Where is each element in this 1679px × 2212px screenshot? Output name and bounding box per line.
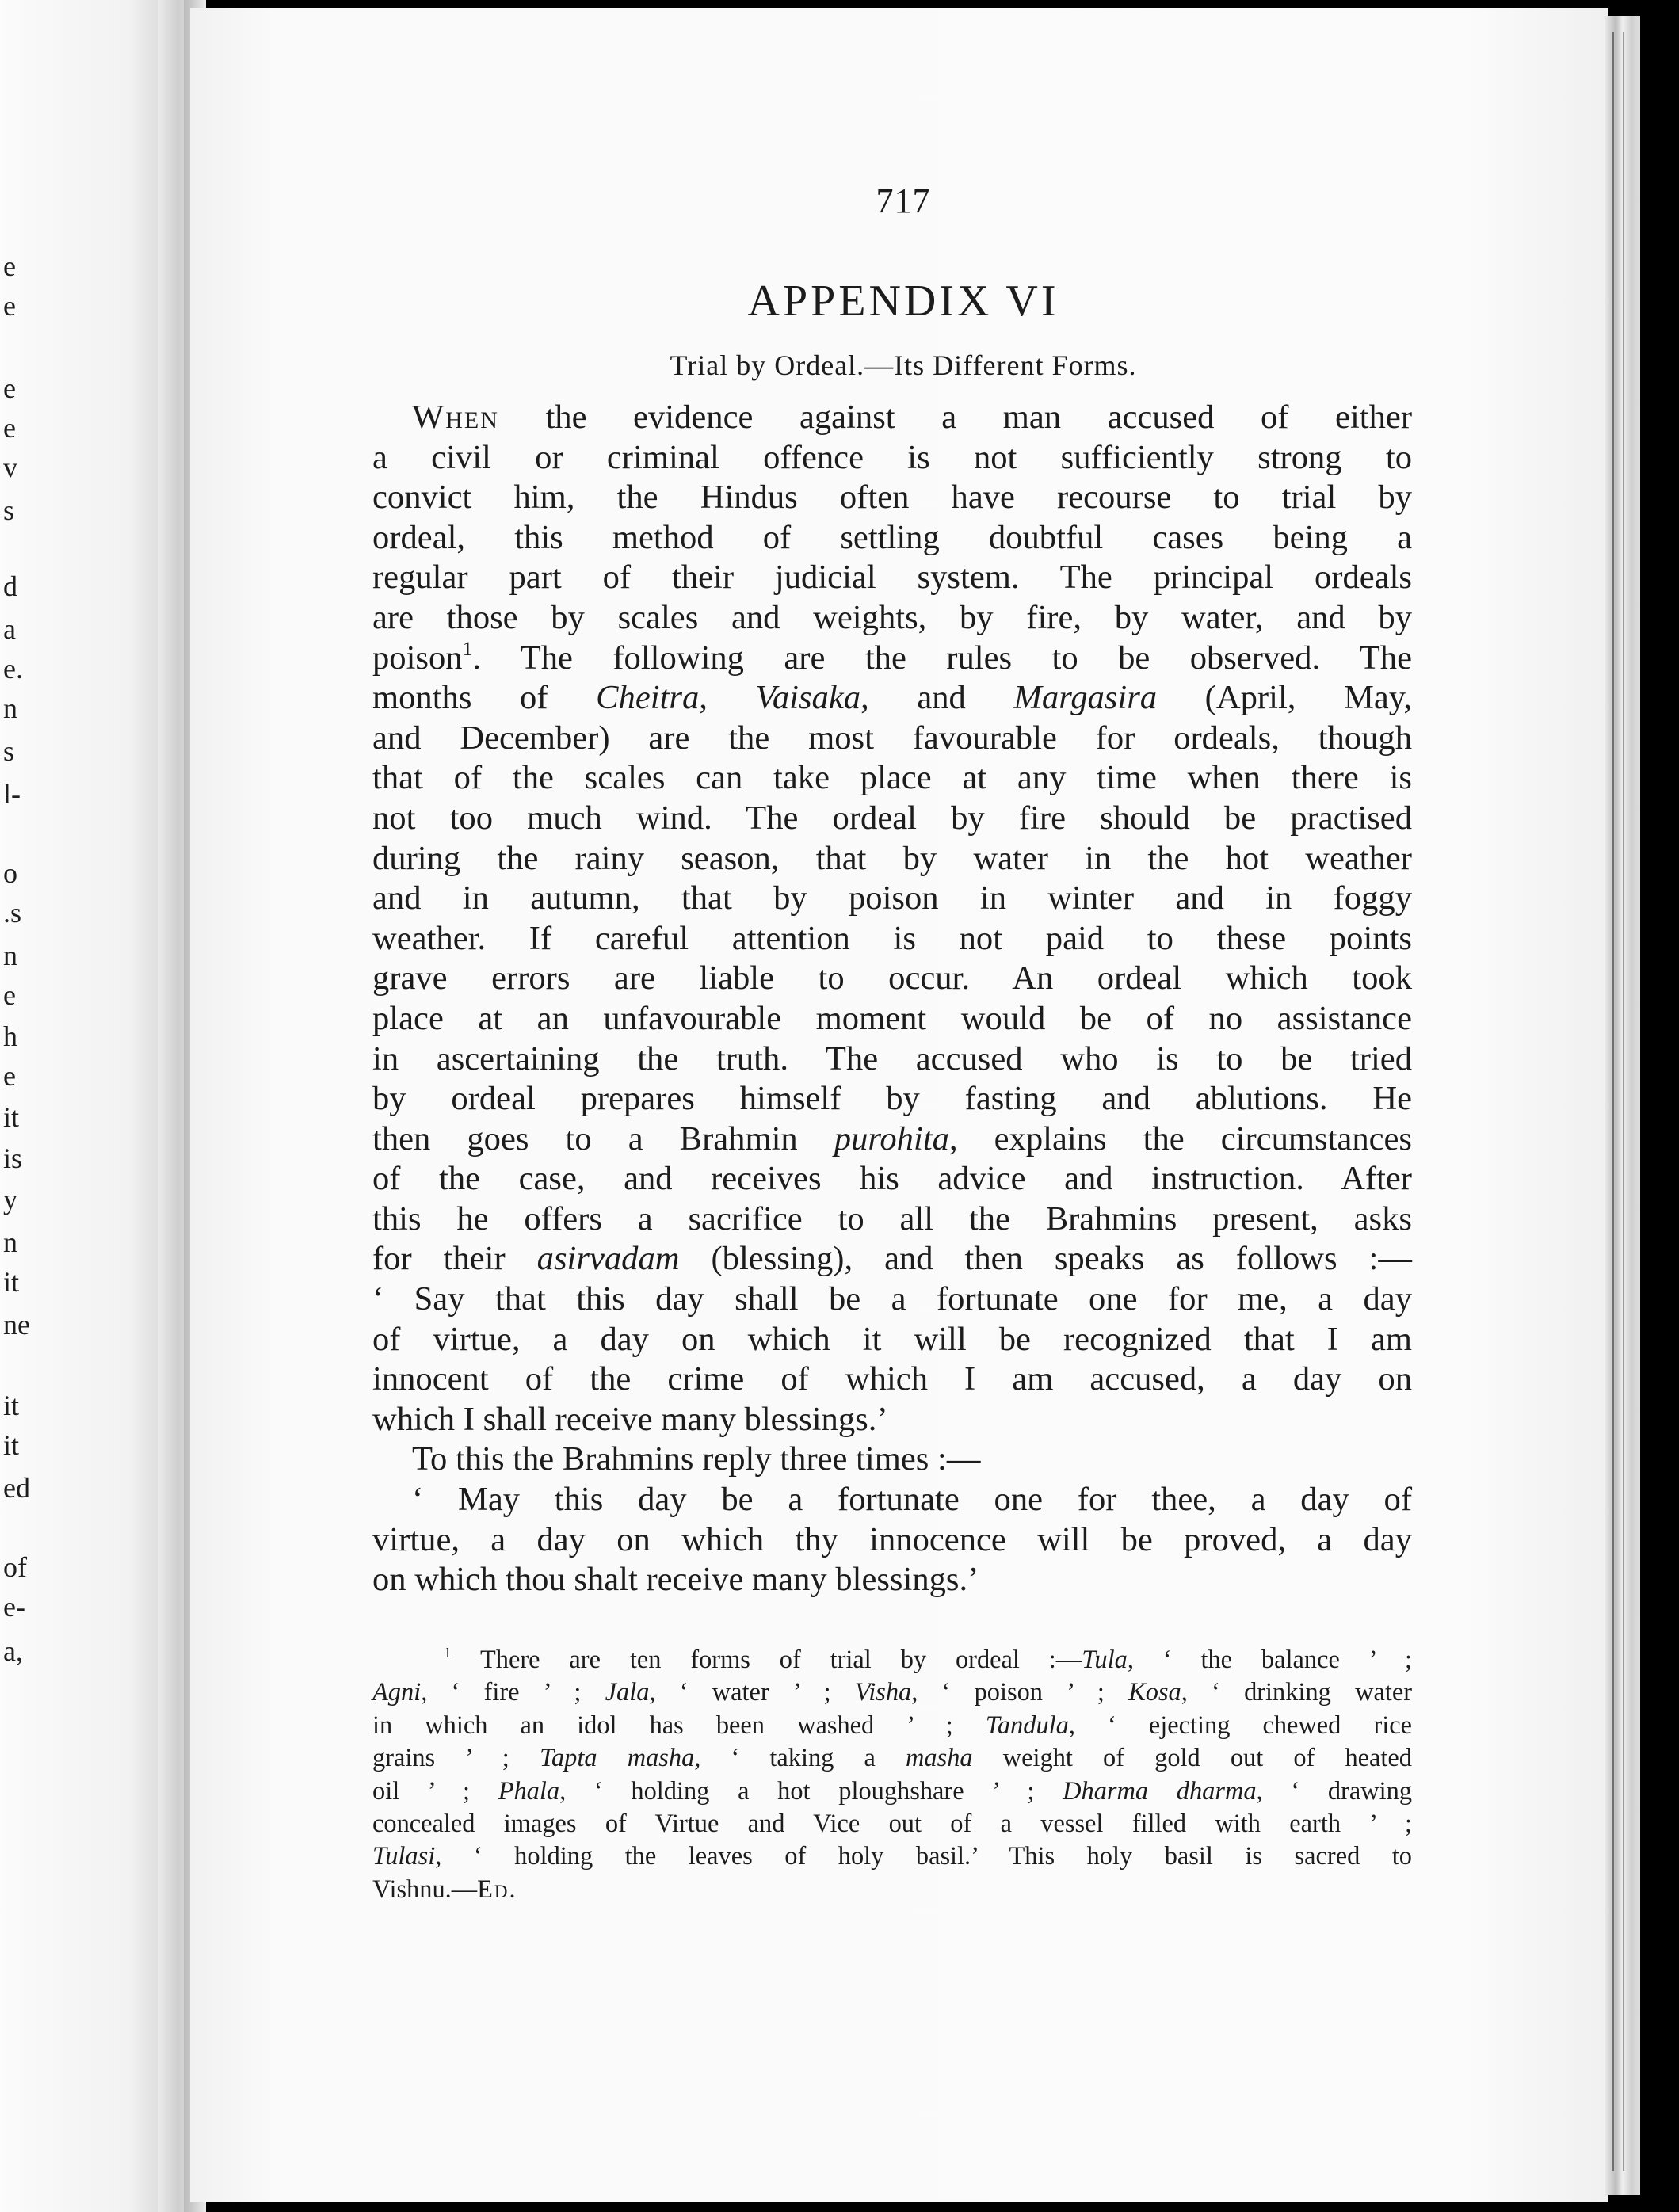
- text-run: grave errors are liable to occur. An ordeal which took: [372, 959, 1412, 997]
- body-line: [372, 1159, 1412, 1199]
- text-run: weather. If careful attention is not paid to these points: [372, 919, 1412, 957]
- left-page-fragment: a: [3, 613, 16, 645]
- text-run: Vishnu.—: [372, 1874, 478, 1904]
- footnote: [372, 1644, 1412, 1906]
- text-run: convict him, the Hindus often have recourse to trial by: [372, 479, 1412, 517]
- body-line: [372, 1119, 1412, 1160]
- left-page-fragment: e: [3, 1060, 16, 1092]
- italic-term: Margasira: [1013, 679, 1158, 717]
- text-run: , ‘ drinking water: [1181, 1678, 1413, 1707]
- left-page-fragment: s: [3, 735, 15, 767]
- text-run: the evidence against a man accused of either: [498, 399, 1412, 436]
- left-page: [0, 0, 184, 2212]
- text-run: ordeal, this method of settling doubtful cases being a: [372, 518, 1412, 556]
- text-run: , ‘ poison ’ ;: [911, 1678, 1129, 1707]
- body-line: [372, 558, 1412, 598]
- left-page-fragment: o: [3, 857, 17, 889]
- italic-term: masha: [906, 1744, 973, 1773]
- body-text: [372, 398, 1412, 1600]
- italic-term: Tapta masha: [539, 1744, 695, 1773]
- italic-term: Cheitra: [596, 679, 700, 717]
- body-line: [372, 839, 1412, 879]
- italic-term: Tula: [1082, 1646, 1128, 1674]
- body-line: [372, 758, 1412, 799]
- left-page-fragment: it: [3, 1101, 20, 1133]
- body-line: [372, 1400, 1412, 1440]
- italic-term: Dharma dharma: [1063, 1776, 1257, 1806]
- text-run: in ascertaining the truth. The accused who is to be tried: [372, 1039, 1412, 1077]
- footnote-marker: 1: [462, 637, 473, 661]
- text-run: months of: [372, 679, 597, 717]
- left-page-fragment: y: [3, 1184, 17, 1215]
- body-line: [372, 1079, 1412, 1119]
- text-run: To this the Brahmins reply three times :—: [412, 1440, 981, 1478]
- left-page-fragment: e-: [3, 1591, 25, 1623]
- left-page-fragment: n: [3, 1226, 17, 1258]
- body-line: [372, 1560, 1412, 1600]
- text-run: a civil or criminal offence is not sufficiently strong to: [372, 438, 1412, 476]
- italic-term: Agni: [372, 1678, 422, 1707]
- footnote-line: [372, 1742, 1412, 1775]
- italic-term: Visha: [854, 1678, 912, 1707]
- body-line: [372, 398, 1412, 438]
- appendix-subtitle: Trial by Ordeal.—Its Different Forms.: [670, 349, 1137, 381]
- left-page-fragment: h: [3, 1020, 17, 1052]
- footnote-line: [372, 1676, 1412, 1709]
- text-run: , ‘ taking a: [694, 1744, 906, 1773]
- text-run: in which an idol has been washed ’ ;: [372, 1710, 986, 1740]
- text-run: by ordeal prepares himself by fasting and ablutions. He: [372, 1080, 1412, 1118]
- italic-term: Vaisaka: [755, 679, 861, 717]
- text-run: , ‘ drawing: [1256, 1776, 1412, 1806]
- body-line: [372, 1480, 1412, 1520]
- text-run: and December) are the most favourable for ordeals, though: [372, 719, 1412, 757]
- text-run: on which thou shalt receive many blessings.’: [372, 1561, 979, 1599]
- text-run: . The following are the rules to be observed. The: [472, 639, 1412, 677]
- text-run: of the case, and receives his advice and instruction. After: [372, 1160, 1412, 1198]
- text-run: (blessing), and then speaks as follows :—: [679, 1240, 1412, 1278]
- body-line: [372, 639, 1412, 679]
- footnote-line: [372, 1710, 1412, 1742]
- text-run: are those by scales and weights, by fire, by water, and by: [372, 598, 1412, 636]
- text-run: .: [509, 1874, 516, 1904]
- body-line: [372, 518, 1412, 559]
- left-page-fragment: is: [3, 1142, 23, 1174]
- left-page-fragment: e: [3, 412, 16, 444]
- left-page-fragment: of: [3, 1551, 27, 1583]
- footnote-line: [372, 1775, 1412, 1808]
- text-run: oil ’ ;: [372, 1776, 498, 1806]
- text-run: innocent of the crime of which I am accused, a day on: [372, 1360, 1412, 1398]
- left-page-fragment: .s: [3, 897, 22, 929]
- left-page-fragment: ne: [3, 1309, 30, 1341]
- text-run: and in autumn, that by poison in winter and in foggy: [372, 879, 1412, 917]
- left-page-fragment: n: [3, 940, 17, 971]
- text-run: , ‘ water ’ ;: [649, 1678, 855, 1707]
- body-line: [372, 959, 1412, 999]
- left-page-fragment: ed: [3, 1472, 30, 1504]
- left-page-fragment: v: [3, 452, 17, 483]
- body-line: [372, 1320, 1412, 1360]
- italic-term: Phala: [498, 1776, 560, 1806]
- body-line: [372, 1199, 1412, 1240]
- text-run: , and: [860, 679, 1014, 717]
- text-run: , ‘ holding the leaves of holy basil.’ This holy basil is sacred to: [435, 1842, 1412, 1871]
- text-run: , ‘ fire ’ ;: [421, 1678, 605, 1707]
- text-run: that of the scales can take place at any time when there is: [372, 759, 1412, 797]
- italic-term: Jala: [605, 1678, 650, 1707]
- text-run: ,: [699, 679, 756, 717]
- left-page-fragment: e: [3, 290, 16, 322]
- text-run: ‘ Say that this day shall be a fortunate one for me, a day: [372, 1280, 1412, 1318]
- left-page-fragment: e: [3, 250, 16, 282]
- body-line: [372, 1360, 1412, 1400]
- text-run: , ‘ holding a hot ploughshare ’ ;: [559, 1776, 1063, 1806]
- appendix-title: APPENDIX VI: [747, 276, 1059, 326]
- text-run: which I shall receive many blessings.’: [372, 1400, 888, 1438]
- footnote-marker: 1: [444, 1645, 452, 1662]
- left-page-fragment: d: [3, 570, 17, 602]
- text-run: Ed: [477, 1874, 509, 1904]
- body-line: [372, 879, 1412, 919]
- body-line: [372, 799, 1412, 839]
- left-page-fragment: e.: [3, 653, 23, 685]
- left-page-fragment: e: [3, 372, 16, 404]
- italic-term: Tandula: [985, 1710, 1069, 1740]
- text-run: , ‘ ejecting chewed rice: [1068, 1710, 1412, 1740]
- body-line: [372, 1280, 1412, 1320]
- body-line: [372, 1039, 1412, 1080]
- left-page-fragment: it: [3, 1429, 20, 1461]
- text-run: (April, May,: [1157, 679, 1412, 717]
- left-page-fragment: a,: [3, 1635, 23, 1667]
- text-run: weight of gold out of heated: [972, 1744, 1412, 1773]
- left-page-fragment: n: [3, 692, 17, 724]
- italic-term: Tulasi: [372, 1842, 436, 1871]
- body-line: [372, 1520, 1412, 1561]
- text-run: , explains the circumstances: [948, 1119, 1413, 1157]
- text-run: grains ’ ;: [372, 1744, 540, 1773]
- footnote-line: [372, 1840, 1412, 1873]
- footnote-line: [372, 1874, 1412, 1906]
- footnote-line: [372, 1808, 1412, 1840]
- left-page-fragment: s: [3, 494, 15, 526]
- italic-term: asirvadam: [536, 1240, 680, 1278]
- italic-term: Kosa: [1128, 1678, 1181, 1707]
- text-run: concealed images of Virtue and Vice out of a vessel filled with earth ’ ;: [372, 1810, 1412, 1839]
- page-edge-line: [1623, 32, 1624, 2171]
- text-run: place at an unfavourable moment would be of no assistance: [372, 999, 1412, 1037]
- text-run: When: [412, 399, 499, 436]
- footnote-line: [372, 1644, 1412, 1676]
- body-line: [372, 999, 1412, 1039]
- body-line: [372, 598, 1412, 639]
- text-run: ‘ May this day be a fortunate one for thee, a day of: [412, 1481, 1412, 1519]
- body-line: [372, 1440, 1412, 1480]
- italic-term: purohita: [834, 1119, 949, 1157]
- text-run: not too much wind. The ordeal by fire should be practised: [372, 799, 1412, 837]
- left-page-fragment: it: [3, 1266, 20, 1298]
- body-line: [372, 678, 1412, 719]
- page-edge-line: [1612, 32, 1614, 2171]
- text-run: poison: [372, 639, 463, 677]
- body-line: [372, 478, 1412, 518]
- text-run: then goes to a Brahmin: [372, 1119, 834, 1157]
- left-page-fragment: e: [3, 979, 16, 1011]
- text-run: regular part of their judicial system. The principal ordeals: [372, 559, 1412, 597]
- text-run: There are ten forms of trial by ordeal :—: [451, 1646, 1082, 1674]
- text-run: for their: [372, 1240, 537, 1278]
- body-line: [372, 1239, 1412, 1280]
- left-page-fragment: it: [3, 1390, 20, 1421]
- page-number: 717: [876, 181, 931, 220]
- text-run: virtue, a day on which thy innocence will be proved, a day: [372, 1520, 1412, 1558]
- body-line: [372, 919, 1412, 959]
- body-line: [372, 438, 1412, 479]
- left-page-fragment: l-: [3, 778, 21, 810]
- text-run: this he offers a sacrifice to all the Brahmins present, asks: [372, 1199, 1412, 1238]
- text-run: during the rainy season, that by water in the hot weather: [372, 839, 1412, 877]
- text-run: of virtue, a day on which it will be recognized that I am: [372, 1320, 1412, 1358]
- text-run: , ‘ the balance ’ ;: [1127, 1646, 1412, 1674]
- body-line: [372, 719, 1412, 759]
